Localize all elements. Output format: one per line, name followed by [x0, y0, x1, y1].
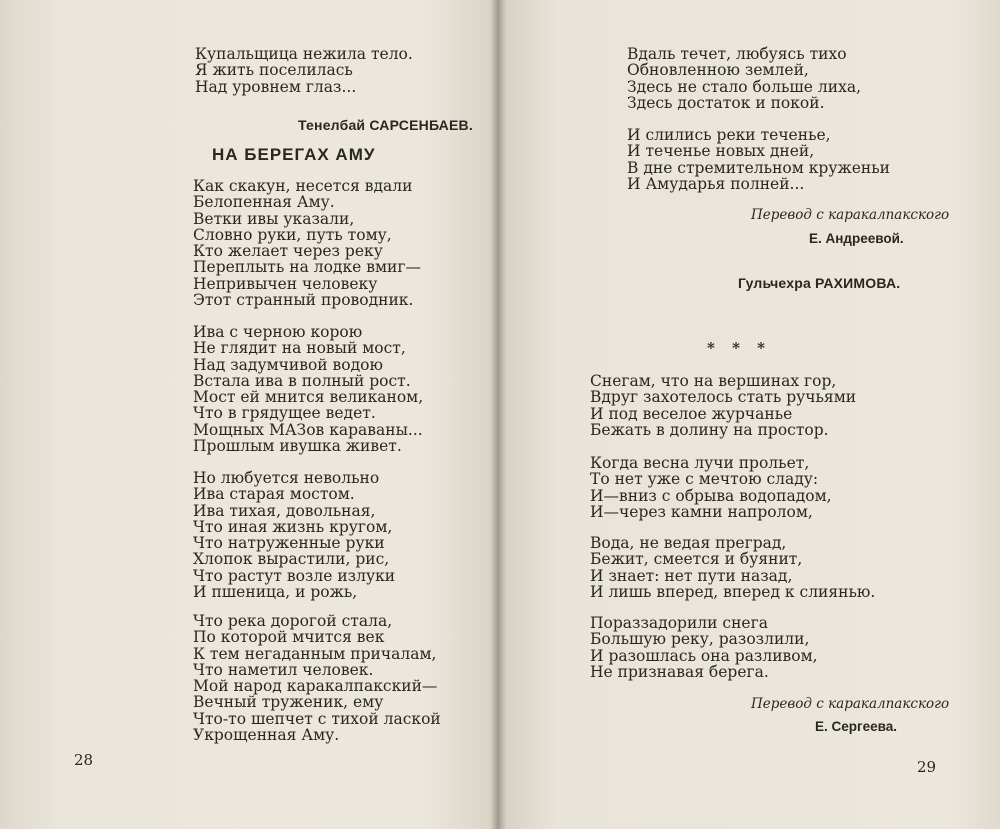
poem-line: Укрощенная Аму.	[193, 726, 340, 745]
poem-line: Здесь достаток и покой.	[627, 93, 825, 112]
poem-line: И знает: нет пути назад,	[590, 566, 793, 585]
left-page	[0, 0, 497, 829]
poem-line: Мой народ каракалпакский—	[193, 677, 438, 696]
poem-line: И под веселое журчанье	[590, 404, 793, 423]
poem-line: Ива с черною корою	[193, 323, 363, 341]
poem-line: Непривычен человеку	[193, 274, 378, 293]
poem-line: И лишь вперед, вперед к слиянью.	[590, 582, 876, 601]
poem-line: Бежит, смеется и буянит,	[590, 550, 803, 569]
poem-line: И пшеница, и рожь,	[193, 583, 358, 602]
poem-line: Что река дорогой стала,	[193, 612, 393, 630]
translator-name: Е. Сергеева.	[815, 719, 898, 734]
poem-line: И разошлась она разливом,	[590, 646, 818, 665]
poem-line: Снегам, что на вершинах гор,	[590, 372, 837, 390]
poem-line: Вдруг захотелось стать ручьями	[590, 388, 857, 407]
poem-line: Ветки ивы указали,	[193, 209, 355, 228]
poem-line: Над уровнем глаз...	[195, 77, 357, 96]
stanza	[627, 46, 861, 111]
stanza	[193, 324, 423, 454]
poem-line: Словно руки, путь тому,	[193, 225, 392, 244]
page-number: 29	[917, 758, 937, 776]
poem-line: Когда весна лучи прольет,	[590, 454, 810, 472]
poem-author: Гульчехра РАХИМОВА.	[738, 275, 901, 291]
poem-line: Что растут возле излуки	[193, 566, 396, 585]
stanza	[590, 535, 875, 600]
section-stars: * * *	[707, 339, 771, 357]
poem-line: По которой мчится век	[193, 628, 385, 647]
poem-line: Кто желает через реку	[193, 242, 383, 261]
poem-line: Обновленною землей,	[627, 61, 809, 80]
poem-line: Вода, не ведая преград,	[590, 534, 787, 552]
translation-note: Перевод с каракалпакского	[751, 207, 950, 223]
poem-line: То нет уже с мечтою сладу:	[590, 470, 819, 489]
page-number: 28	[74, 751, 94, 769]
poem-line: Но любуется невольно	[193, 469, 380, 487]
poem-line: И Амударья полней...	[627, 174, 805, 193]
poem-line: Вдаль течет, любуясь тихо	[627, 45, 847, 63]
poem-line: Прошлым ивушка живет.	[193, 437, 402, 456]
translation-note: Перевод с каракалпакского	[751, 696, 950, 712]
poem-line: Бежать в долину на простор.	[590, 420, 829, 439]
poem-line: Не глядит на новый мост,	[193, 339, 406, 358]
stanza	[193, 178, 421, 308]
poem-line: И—вниз с обрыва водопадом,	[590, 486, 832, 505]
poem-line: Здесь не стало больше лиха,	[627, 77, 861, 96]
poem-line: Вечный труженик, ему	[193, 693, 384, 712]
stanza	[627, 127, 890, 192]
poem-line: Большую реку, разозлили,	[590, 630, 810, 649]
translator-name: Е. Андреевой.	[809, 231, 904, 246]
poem-line: Что натруженные руки	[193, 534, 385, 553]
poem-line: Как скакун, несется вдали	[193, 177, 413, 195]
poem-line: Переплыть на лодке вмиг—	[193, 258, 421, 277]
stanza	[590, 373, 856, 438]
right-page	[497, 0, 1000, 829]
poem-line: К тем негаданным причалам,	[193, 644, 437, 663]
poem-line: Хлопок вырастили, рис,	[193, 550, 390, 569]
poem-line: Белопенная Аму.	[193, 193, 335, 212]
poem-line: Над задумчивой водою	[193, 355, 383, 374]
poem-line: И—через камни напролом,	[590, 502, 813, 521]
poem-line: Ива старая мостом.	[193, 485, 355, 504]
stanza	[590, 615, 818, 680]
poem-line: Купальщица нежила тело.	[195, 45, 413, 63]
poem-line: Что в грядущее ведет.	[193, 404, 376, 423]
poem-line: Мост ей мнится великаном,	[193, 388, 424, 407]
poem-title: НА БЕРЕГАХ АМУ	[212, 145, 376, 164]
stanza	[193, 613, 441, 743]
poem-line: И слились реки теченье,	[627, 126, 831, 144]
poem-author: Тенелбай САРСЕНБАЕВ.	[298, 117, 473, 133]
poem-line: Встала ива в полный рост.	[193, 371, 411, 390]
stanza	[590, 455, 832, 520]
poem-line: Ива тихая, довольная,	[193, 501, 376, 520]
poem-line: И теченье новых дней,	[627, 142, 815, 161]
poem-line: Мощных МАЗов караваны...	[193, 420, 423, 439]
poem-line: Этот странный проводник.	[193, 291, 414, 310]
intro-stanza	[195, 46, 413, 95]
poem-line: В дне стремительном круженьи	[627, 158, 890, 177]
poem-line: Я жить поселилась	[195, 61, 353, 80]
stanza	[193, 470, 395, 600]
poem-line: Пораззадорили снега	[590, 614, 768, 632]
poem-line: Что-то шепчет с тихой лаской	[193, 709, 441, 728]
poem-line: Что наметил человек.	[193, 660, 374, 679]
poem-line: Что иная жизнь кругом,	[193, 517, 393, 536]
book-gutter	[490, 0, 506, 829]
poem-line: Не признавая берега.	[590, 662, 769, 681]
